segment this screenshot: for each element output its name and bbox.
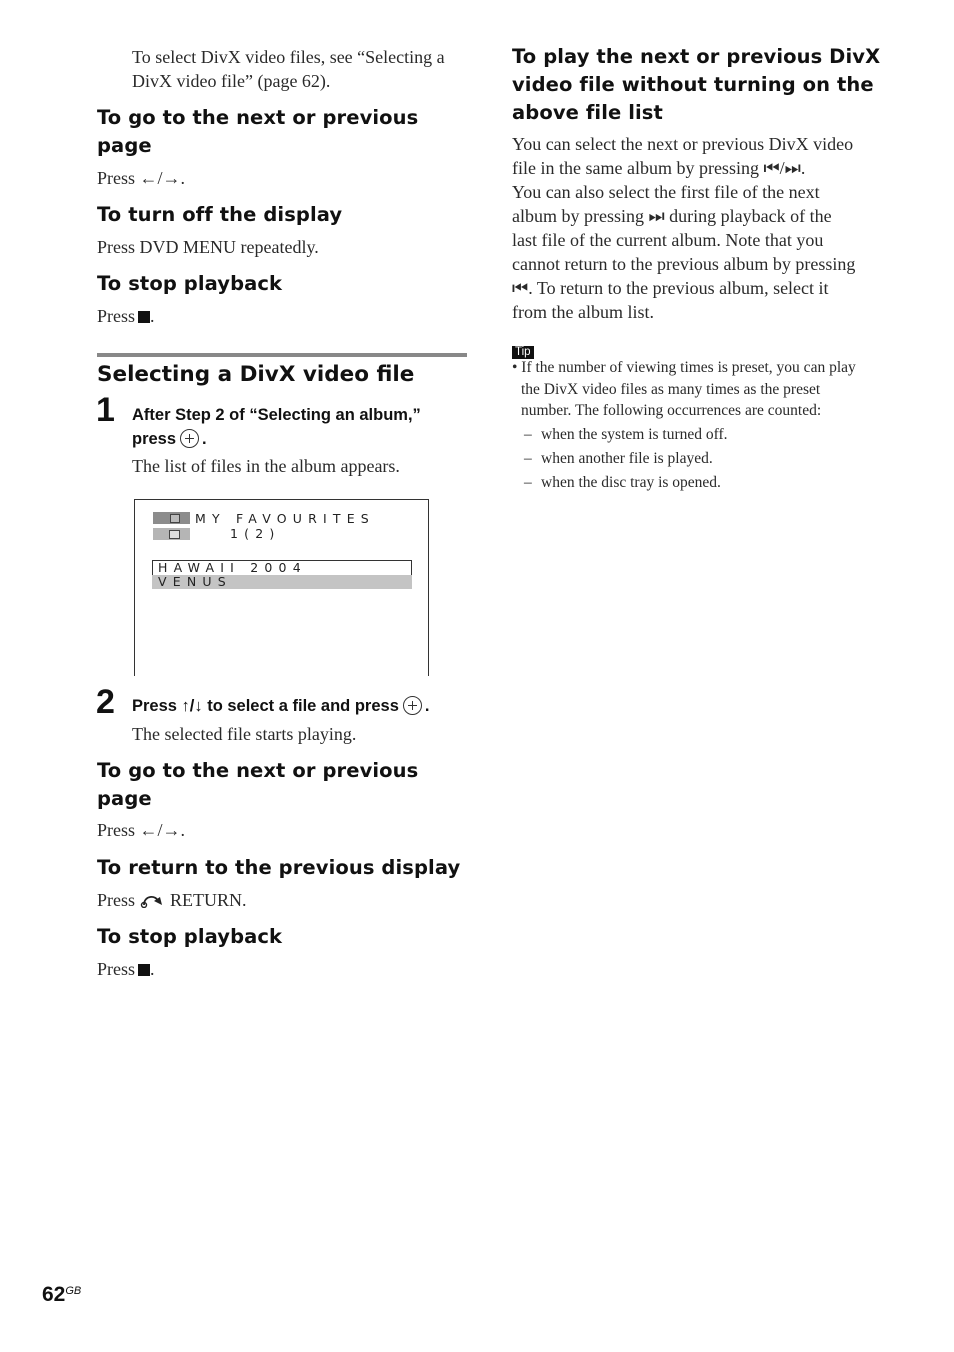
tip-line: the DivX video files as many times as the preset	[521, 380, 821, 398]
tip-badge: Tip	[512, 346, 534, 359]
paragraph-line: You can also select the first file of the next	[512, 182, 820, 202]
return-arrow-icon	[140, 892, 166, 908]
enter-button-icon	[180, 429, 199, 448]
intro-text-line-2: DivX video file” (page 62).	[132, 71, 331, 91]
step-2-number: 2	[96, 683, 115, 721]
right-paragraph	[512, 132, 855, 324]
step-1-result: The list of files in the album appears.	[132, 456, 400, 476]
return-heading: To return to the previous display	[97, 856, 461, 879]
tip-list-item: – when the disc tray is opened.	[524, 474, 721, 491]
tip-list-item: – when another file is played.	[524, 450, 713, 467]
turn-off-text: Press DVD MENU repeatedly.	[97, 237, 319, 257]
section-rule	[97, 353, 467, 357]
album-page: 1(2)	[230, 526, 281, 541]
next-page-heading-2-line-2: page	[97, 787, 152, 810]
paragraph-line: You can select the next or previous DivX video	[512, 134, 854, 154]
page-number	[42, 1283, 81, 1307]
right-heading	[512, 43, 880, 127]
right-heading-line-3: above file list	[512, 101, 663, 124]
page-suffix: GB	[65, 1285, 82, 1297]
right-heading-line-1: To play the next or previous DivX	[512, 45, 881, 68]
stop-icon	[138, 311, 150, 323]
step-2-line: Press ↑/↓ to select a file and press .	[132, 697, 430, 715]
enter-button-icon	[403, 696, 422, 715]
stop-heading-2: To stop playback	[97, 925, 283, 948]
next-page-heading-2	[97, 757, 418, 813]
tip-item-text: when another file is played.	[541, 450, 713, 467]
tip-text	[512, 357, 856, 422]
next-page-heading-line-1: To go to the next or previous	[97, 106, 419, 129]
file-icon	[153, 528, 190, 540]
next-page-text-2: Press ←/→.	[97, 820, 186, 840]
tip-item-text: when the system is turned off.	[541, 426, 728, 443]
stop-text-2: Press .	[97, 959, 155, 979]
paragraph-line: cannot return to the previous album by pressing	[512, 254, 856, 274]
turn-off-heading: To turn off the display	[97, 203, 343, 226]
tip-line: number. The following occurrences are counted:	[521, 402, 822, 419]
file-row[interactable]	[152, 575, 412, 589]
tip-line: • If the number of viewing times is preset, you can play	[512, 359, 856, 376]
paragraph-line: ⏮. To return to the previous album, select it	[512, 278, 829, 298]
album-name: MY FAVOURITES	[195, 511, 375, 526]
intro-text-line-1: To select DivX video files, see “Selecting a	[132, 47, 445, 67]
file-name: VENUS	[158, 574, 232, 589]
stop-press-word: Press	[97, 306, 136, 326]
tip-list-item: – when the system is turned off.	[524, 426, 728, 443]
step-1-press-word: press	[132, 430, 177, 448]
file-name: HAWAII 2004	[158, 560, 307, 575]
album-icon	[153, 512, 190, 524]
tip-list	[524, 424, 728, 494]
right-heading-line-2: video file without turning on the	[512, 73, 874, 96]
paragraph-line: file in the same album by pressing ⏮/⏭.	[512, 158, 806, 178]
return-press-word: Press	[97, 890, 136, 910]
step-1-line-1: After Step 2 of “Selecting an album,”	[132, 406, 421, 424]
paragraph-line: album by pressing ⏭ during playback of the	[512, 206, 832, 226]
paragraph-line: last file of the current album. Note that you	[512, 230, 824, 250]
next-page-heading	[97, 104, 418, 160]
page-number-value: 62	[42, 1283, 66, 1306]
step-2-instruction: Press ↑/↓ to select a file and press	[132, 697, 399, 715]
step-1-line-2: press .	[132, 430, 207, 448]
stop-icon	[138, 964, 150, 976]
tip-item-text: when the disc tray is opened.	[541, 474, 721, 491]
file-list-screen	[134, 499, 429, 676]
stop-text: Press .	[97, 306, 155, 326]
step-2-result: The selected file starts playing.	[132, 724, 357, 744]
paragraph-line: from the album list.	[512, 302, 654, 322]
next-page-text: Press ←/→.	[97, 168, 186, 188]
return-text	[97, 888, 247, 912]
next-page-heading-2-line-1: To go to the next or previous	[97, 759, 419, 782]
stop-press-word-2: Press	[97, 959, 136, 979]
return-label: RETURN.	[170, 890, 247, 910]
stop-heading: To stop playback	[97, 272, 283, 295]
next-page-heading-line-2: page	[97, 134, 152, 157]
section-title: Selecting a DivX video file	[97, 362, 415, 387]
step-1-number: 1	[96, 391, 115, 429]
